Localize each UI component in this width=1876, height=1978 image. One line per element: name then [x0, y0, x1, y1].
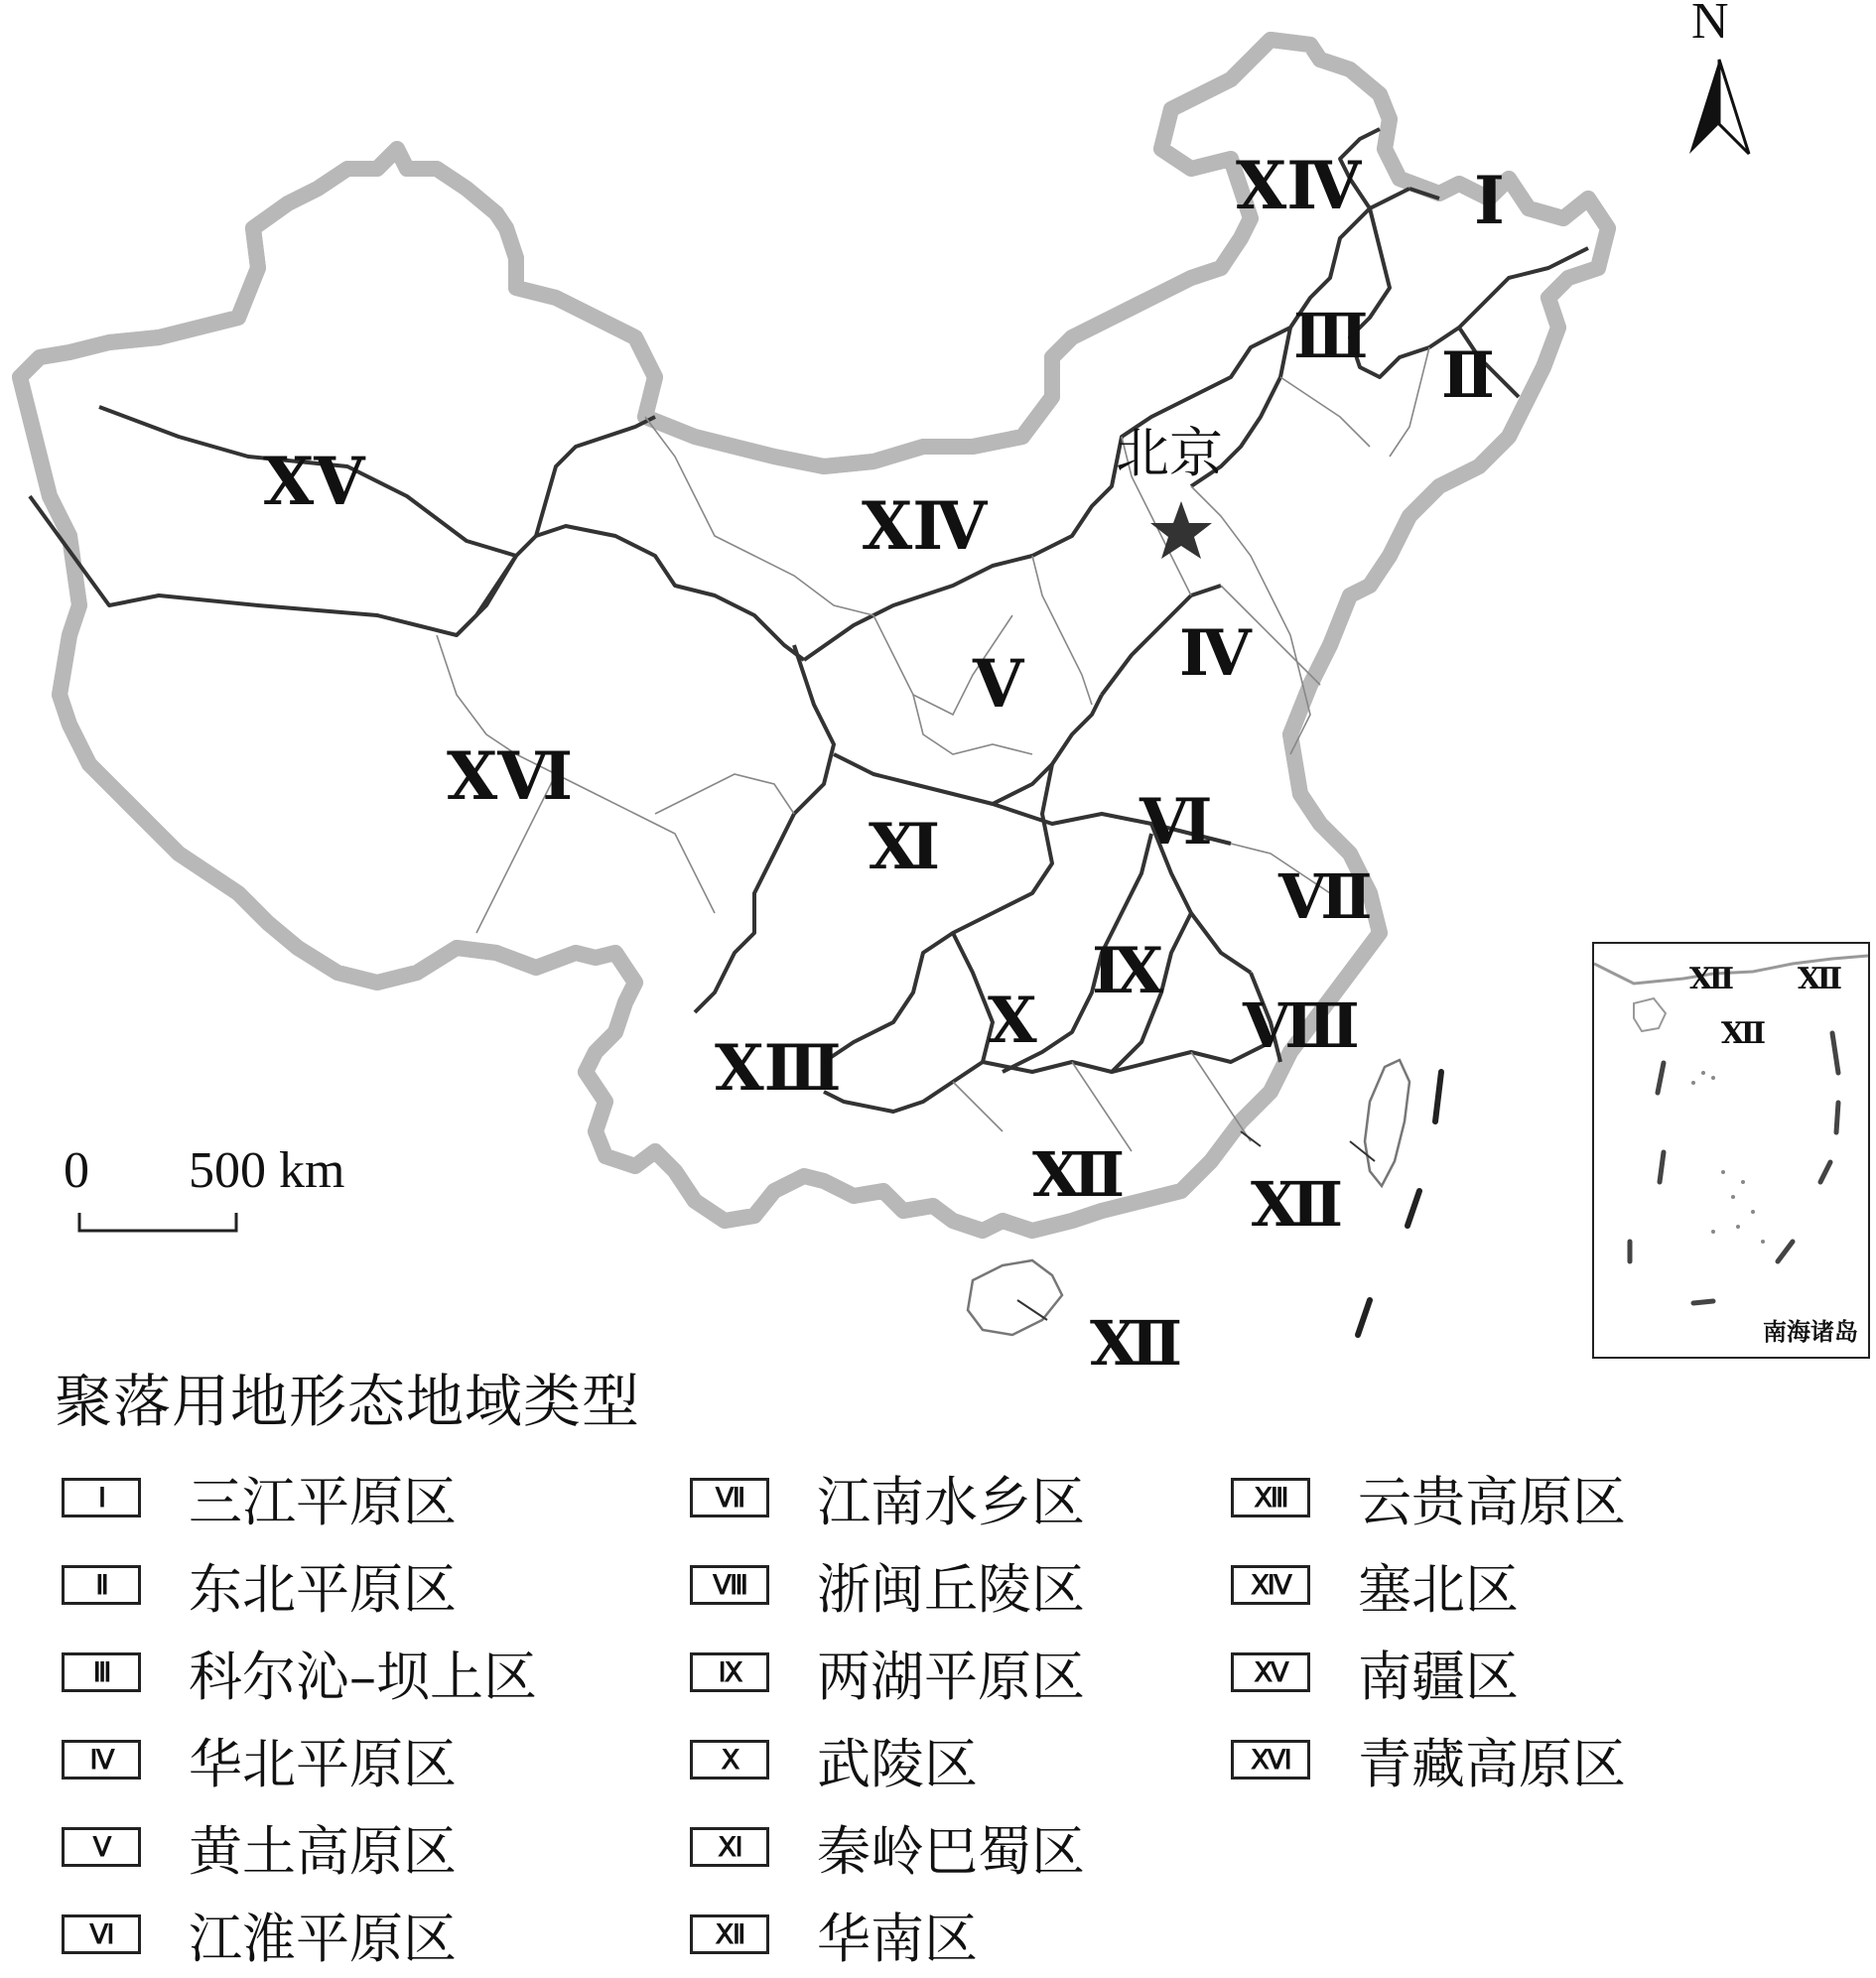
- legend-item: [690, 1803, 1085, 1891]
- maritime-dashes: [1358, 1072, 1441, 1335]
- legend-item: [1231, 1541, 1626, 1629]
- region-label: Ⅺ: [869, 812, 941, 882]
- legend-column: [690, 1454, 1085, 1978]
- legend-item: [62, 1803, 537, 1891]
- legend-label: 南疆区: [1358, 1645, 1519, 1708]
- legend-column: [62, 1454, 537, 1978]
- legend-item: [1231, 1716, 1626, 1803]
- legend-item: [690, 1541, 1085, 1629]
- inset-region-label: Ⅻ: [1721, 1017, 1767, 1050]
- legend-label: 江淮平原区: [189, 1907, 457, 1970]
- legend-item: [1231, 1629, 1626, 1716]
- legend-swatch: ⅩⅣ: [1231, 1565, 1310, 1605]
- taiwan-island: [1365, 1060, 1409, 1186]
- legend-column: [1231, 1454, 1626, 1803]
- inset-map: [1594, 944, 1868, 1357]
- legend-label: 秦岭巴蜀区: [817, 1819, 1085, 1883]
- legend-label: 江南水乡区: [817, 1470, 1085, 1533]
- beijing-label: 北京: [1116, 422, 1223, 484]
- region-label: Ⅻ: [1032, 1142, 1126, 1210]
- legend-swatch: Ⅵ: [62, 1914, 141, 1954]
- legend-label: 青藏高原区: [1358, 1732, 1626, 1795]
- legend-label: 武陵区: [817, 1732, 978, 1795]
- legend-item: [690, 1629, 1085, 1716]
- legend-label: 塞北区: [1358, 1557, 1519, 1621]
- region-label: Ⅲ: [1293, 304, 1369, 371]
- legend-swatch: Ⅴ: [62, 1827, 141, 1867]
- legend-label: 科尔沁–坝上区: [189, 1645, 537, 1708]
- legend-swatch: ⅩⅥ: [1231, 1740, 1310, 1780]
- legend-label: 浙闽丘陵区: [817, 1557, 1085, 1621]
- legend-swatch: Ⅶ: [690, 1478, 769, 1517]
- legend-item: [62, 1716, 537, 1803]
- region-label: Ⅸ: [1092, 936, 1164, 1006]
- legend-swatch: Ⅺ: [690, 1827, 769, 1867]
- legend-swatch: Ⅸ: [690, 1652, 769, 1692]
- region-label: Ⅷ: [1243, 993, 1360, 1061]
- legend-item: [690, 1716, 1085, 1803]
- south-china-sea-inset: [1592, 942, 1870, 1359]
- region-label: Ⅻ: [1251, 1172, 1344, 1240]
- region-label: ⅩⅤ: [263, 447, 365, 519]
- legend-swatch: Ⅻ: [690, 1914, 769, 1954]
- region-label: Ⅱ: [1441, 340, 1495, 411]
- legend-label: 三江平原区: [189, 1470, 457, 1533]
- legend-item: [1231, 1454, 1626, 1541]
- legend-swatch: Ⅹ: [690, 1740, 769, 1780]
- legend-swatch: ⅩⅢ: [1231, 1478, 1310, 1517]
- beijing-star-icon: [1150, 501, 1212, 559]
- hainan-island: [968, 1260, 1062, 1335]
- region-label: ⅩⅥ: [447, 741, 574, 814]
- legend-swatch: Ⅷ: [690, 1565, 769, 1605]
- region-label: Ⅵ: [1139, 787, 1213, 857]
- north-arrow-icon: [1689, 60, 1749, 154]
- inset-region-label: Ⅻ: [1689, 963, 1735, 995]
- legend-swatch: ⅩⅤ: [1231, 1652, 1310, 1692]
- legend-swatch: Ⅲ: [62, 1652, 141, 1692]
- legend-label: 东北平原区: [189, 1557, 457, 1621]
- legend-swatch: Ⅰ: [62, 1478, 141, 1517]
- scale-bar: [79, 1213, 236, 1231]
- region-label: ⅩⅣ: [1236, 151, 1362, 223]
- legend-item: [62, 1454, 537, 1541]
- legend-item: [62, 1629, 537, 1716]
- region-label: ⅩⅣ: [862, 491, 988, 564]
- legend-item: [690, 1454, 1085, 1541]
- region-label: Ⅶ: [1278, 864, 1373, 932]
- inset-title: 南海诸岛: [1763, 1318, 1858, 1346]
- legend-label: 华北平原区: [189, 1732, 457, 1795]
- legend-label: 云贵高原区: [1358, 1470, 1626, 1533]
- legend-title: 聚落用地形态地域类型: [55, 1368, 641, 1435]
- region-label: Ⅰ: [1474, 166, 1505, 238]
- inset-region-label: Ⅻ: [1798, 963, 1843, 995]
- north-label: N: [1691, 0, 1729, 50]
- region-label: Ⅹ: [988, 986, 1037, 1056]
- region-label: Ⅳ: [1179, 618, 1252, 689]
- scale-zero-label: 0: [64, 1142, 89, 1199]
- region-label: Ⅻ: [1090, 1311, 1183, 1379]
- legend-label: 两湖平原区: [817, 1645, 1085, 1708]
- region-label: Ⅴ: [973, 649, 1024, 722]
- legend-swatch: Ⅱ: [62, 1565, 141, 1605]
- legend-item: [690, 1891, 1085, 1978]
- legend-item: [62, 1541, 537, 1629]
- scale-distance-label: 500 km: [189, 1142, 345, 1199]
- legend-label: 黄土高原区: [189, 1819, 457, 1883]
- legend-item: [62, 1891, 537, 1978]
- legend-label: 华南区: [817, 1907, 978, 1970]
- legend-swatch: Ⅳ: [62, 1740, 141, 1780]
- region-label: ⅩⅢ: [715, 1033, 842, 1104]
